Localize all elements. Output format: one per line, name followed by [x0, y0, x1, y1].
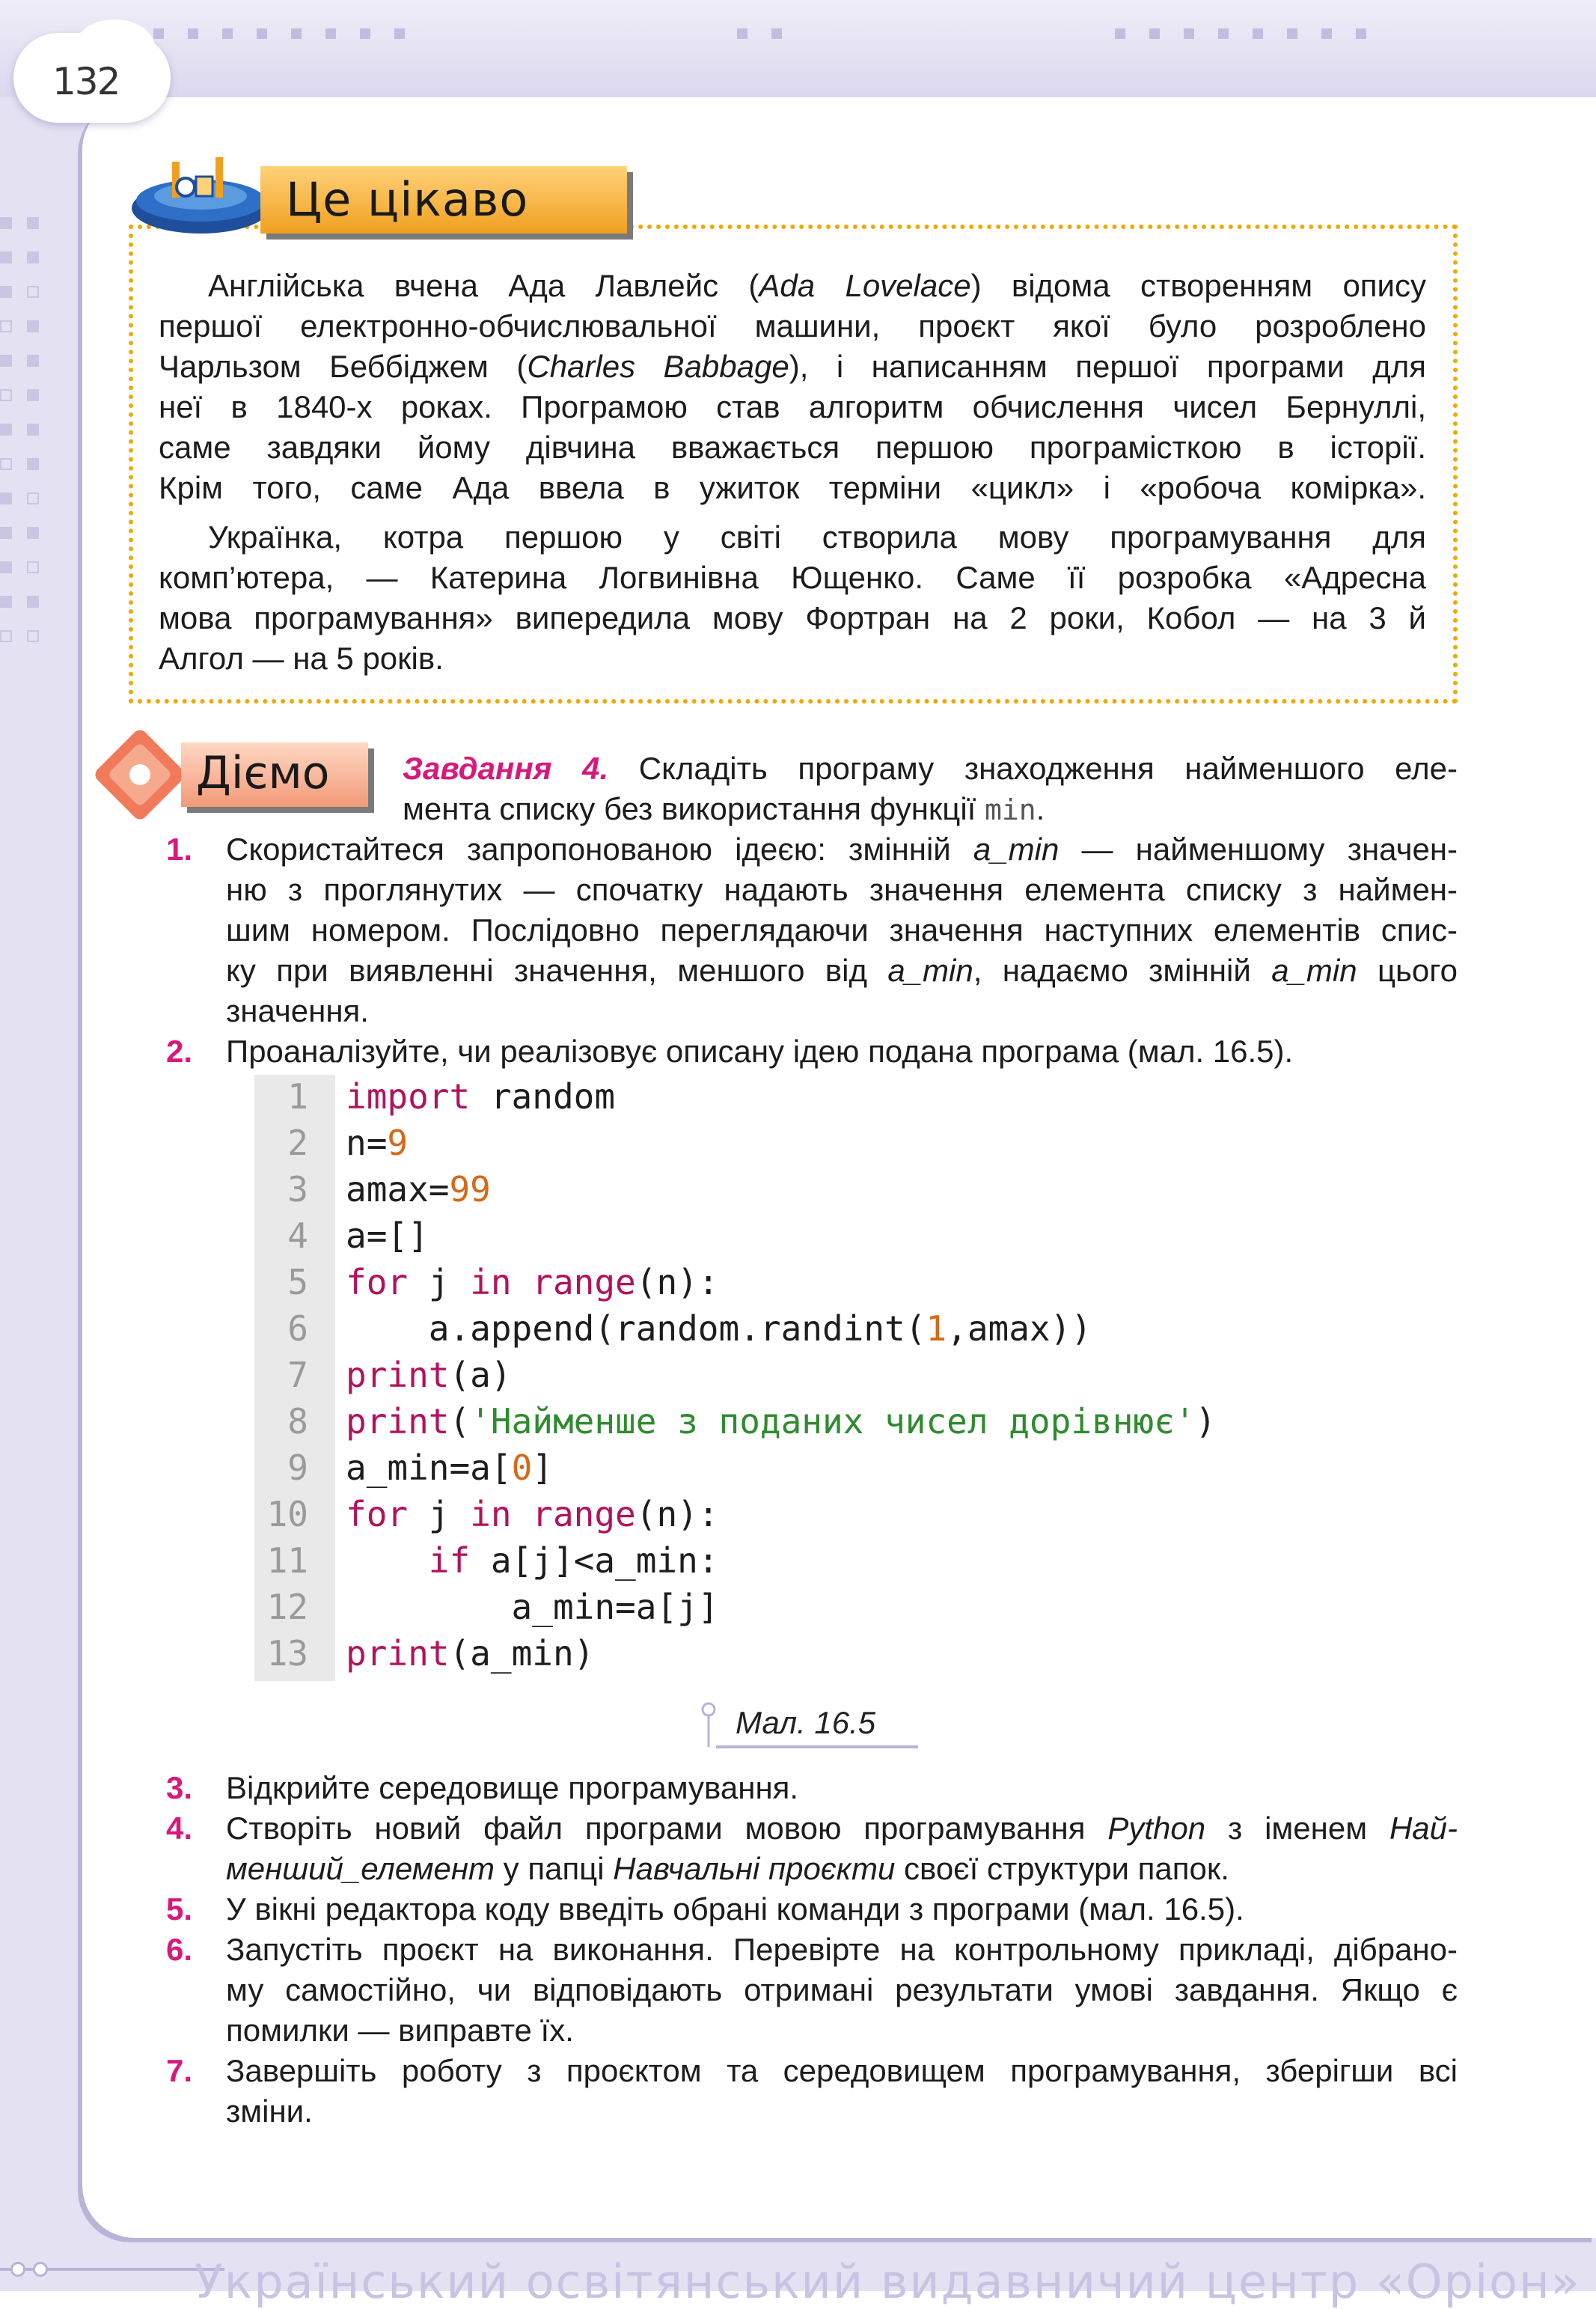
- footer-dot: [33, 2262, 48, 2277]
- code-text: import random: [346, 1076, 616, 1117]
- code-line: [254, 1540, 1302, 1587]
- step-7: 7. Завершіть роботу з проєктом та середовищем програмування, зберігши всі зміни.: [166, 2053, 1458, 2129]
- doit-label: Діємо: [181, 742, 368, 807]
- line-number: 3: [287, 1169, 308, 1210]
- code-text: print(a): [346, 1355, 512, 1395]
- line-number: 9: [287, 1448, 308, 1488]
- code-line: [254, 1308, 1302, 1355]
- page-frame-top: [0, 0, 1596, 97]
- top-decoration-middle: [737, 28, 782, 43]
- line-number: 6: [287, 1308, 308, 1349]
- code-text: a.append(random.randint(1,amax)): [346, 1308, 1092, 1349]
- step-5: 5. У вікні редактора коду введіть обрані команди з програми (мал. 16.5).: [166, 1891, 1244, 1927]
- code-line: [254, 1633, 1302, 1680]
- interesting-label: Це цікаво: [260, 166, 627, 234]
- code-line: [254, 1169, 1302, 1215]
- line-number: 12: [266, 1587, 308, 1627]
- line-number: 11: [266, 1540, 308, 1581]
- code-line: [254, 1448, 1302, 1494]
- line-number: 5: [287, 1262, 308, 1302]
- code-text: amax=99: [346, 1169, 491, 1210]
- line-number: 2: [287, 1123, 308, 1163]
- line-number: 4: [287, 1215, 308, 1256]
- doit-header: [84, 726, 398, 831]
- code-text: if a[j]<a_min:: [428, 1540, 719, 1581]
- interesting-icon: [126, 154, 275, 237]
- line-number: 1: [287, 1076, 308, 1117]
- interesting-paragraph-2: Українка, котра першою у світі створила мову програмування для комп’ютера, — Катерина Логвинівна Ющенко. Саме її розробка «Адресна мова програмування» випередила мову Фортран на 2 роки, Кобол — на 3 й Алгол — на 5 років.: [159, 519, 1426, 676]
- page-number: 132: [52, 60, 120, 103]
- code-line: [254, 1262, 1302, 1308]
- page-number-badge: [13, 33, 171, 123]
- code-line: [254, 1123, 1302, 1169]
- side-decoration: [0, 217, 60, 642]
- code-text: print(a_min): [346, 1633, 595, 1674]
- line-number: 7: [287, 1355, 308, 1395]
- interesting-paragraph-1: Англійська вчена Ада Лавлейс (Ada Lovelace) відома створенням опису першої електронно-обчислювальної машини, проєкт якої було розроблено Чарльзом Беббіджем (Charles Babbage), і написанням першої програми для неї в 1840-х роках. Програмою став алгоритм обчислення чисел Бернуллі, саме завдяки йому дівчина вважається першою програмісткою в історії. Крім того, саме Ада ввела в ужиток терміни «цикл» і «робоча комірка».: [159, 268, 1427, 505]
- line-number: 13: [266, 1633, 308, 1674]
- code-text: print('Найменше з поданих чисел дорівнює'): [346, 1401, 1217, 1442]
- step-1: 1. Скористайтеся запропонованою ідеєю: змінній a_min — найменшому значен- ню з проглянутих — спочатку надають значення елемента списку з наймен- шим номером. Послідовно переглядаючи значення наступних елементів спис- ку при виявленні значення, меншого від a_min, надаємо змінній a_min цього значення.: [166, 832, 1458, 1028]
- step-2: 2. Проаналізуйте, чи реалізовує описану ідею подана програма (мал. 16.5).: [166, 1034, 1294, 1069]
- code-text: a_min=a[0]: [346, 1448, 553, 1488]
- line-number: 8: [287, 1401, 308, 1442]
- step-6: 6. Запустіть проєкт на виконання. Перевірте на контрольному прикладі, дібрано- му самостійно, чи відповідають отримані результати умові завдання. Якщо є помилки — виправте їх.: [166, 1932, 1458, 2048]
- code-text: a=[]: [346, 1215, 429, 1256]
- top-decoration: [153, 28, 405, 43]
- pin-icon: [700, 1702, 718, 1747]
- code-listing: [254, 1075, 1302, 1681]
- step-4: 4. Створіть новий файл програми мовою програмування Python з іменем Най- менший_елемент у папці Навчальні проєкти своєї структури папок.: [166, 1811, 1458, 1886]
- code-line: [254, 1401, 1302, 1448]
- code-text: for j in range(n):: [346, 1262, 719, 1302]
- code-line: [254, 1494, 1302, 1540]
- code-line: [254, 1355, 1302, 1401]
- code-line: [254, 1587, 1302, 1633]
- footer-publisher: Український освітянський видавничий центр «Оріон»: [195, 2254, 1581, 2309]
- code-text: for j in range(n):: [346, 1494, 719, 1534]
- code-line: [254, 1076, 1302, 1123]
- task-title: Завдання 4. Складіть програму знаходження найменшого еле- мента списку без використання функції min.: [403, 751, 1458, 826]
- code-text: n=9: [346, 1123, 409, 1163]
- footer-dot: [10, 2262, 25, 2277]
- puzzle-icon: [84, 726, 196, 831]
- top-decoration-right: [1115, 28, 1366, 43]
- line-number: 10: [266, 1494, 308, 1534]
- figure-caption: Мал. 16.5: [700, 1698, 918, 1750]
- code-text: a_min=a[j]: [346, 1587, 719, 1627]
- code-line: [254, 1215, 1302, 1262]
- interesting-header: [126, 145, 529, 238]
- step-3: 3. Відкрийте середовище програмування.: [166, 1770, 799, 1805]
